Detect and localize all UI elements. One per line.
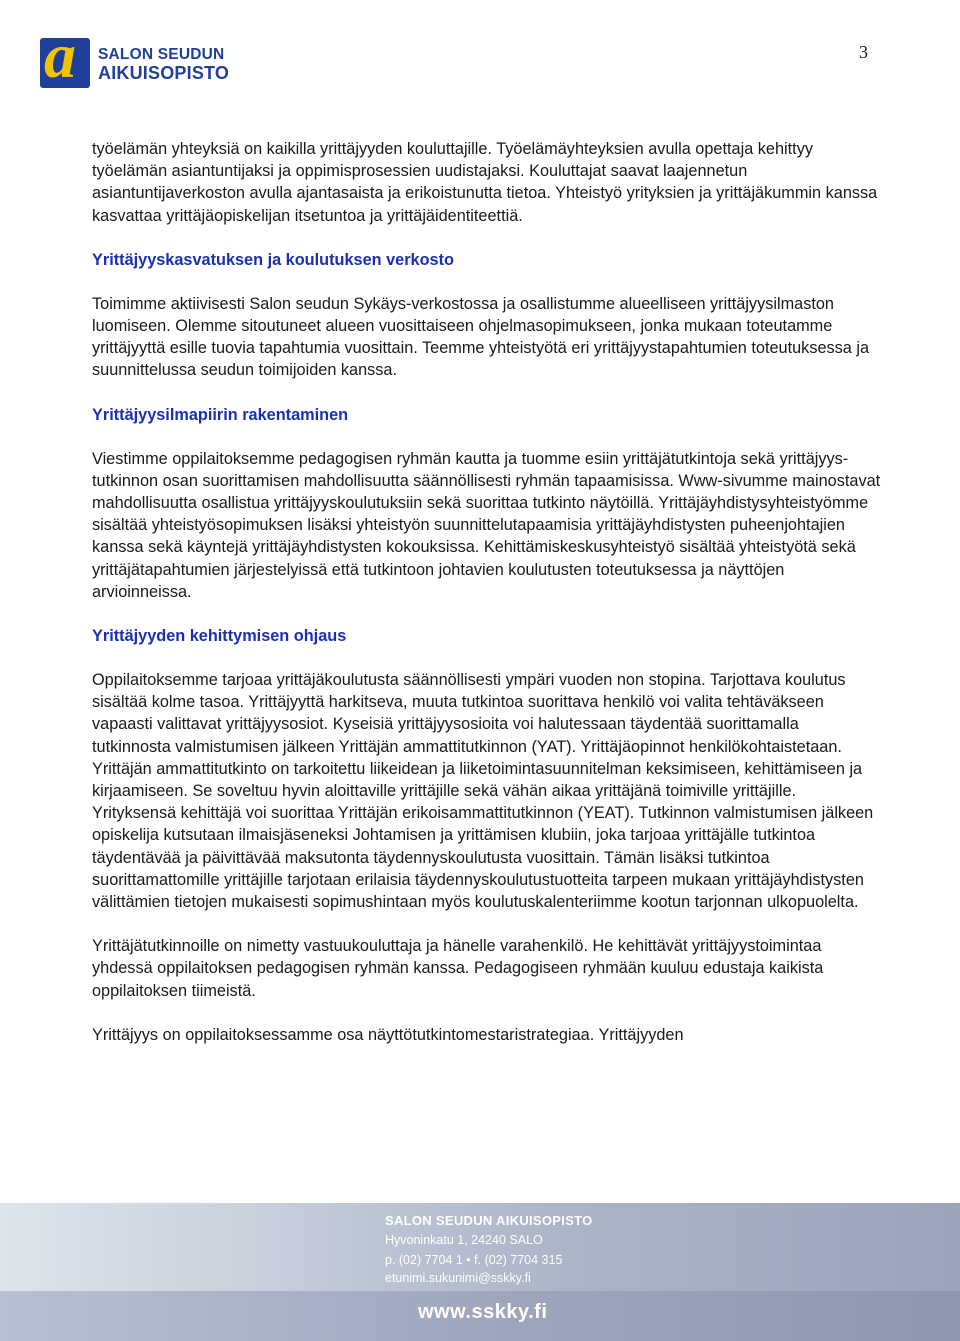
- section-heading-atmosphere: Yrittäjyysilmapiirin rakentaminen: [92, 405, 349, 424]
- logo-mark-letter: a: [44, 20, 76, 91]
- section-paragraph-atmosphere: Viestimme oppilaitoksemme pedagogisen ryhmän kautta ja tuomme esiin yrittäjätutkintoja sekä yrittäjyys-tutkinnon osan suorittamisen mahdollisuutta säännöllisesti ryhmän tapaamisissa. Www-sivumme mainostavat mahdollisuutta osallistua yrittäjyyskoulutuksiin sekä suorittaa tutkinto näytöillä. Yrittäjäyhdistysyhteistyömme sisältää yhteistyösopimuksen lisäksi yhteistyön suunnittelutapaamisia yrittäjäyhdistysten puheenjohtajien kanssa sekä käyntejä yrittäjäyhdistysten kokouksissa. Kehittämiskeskusyhteistyö sisältää yhteistyötä sekä yrittäjätapahtumien järjestelyissä että tutkintoon johtavien koulutusten toteutuksessa ja näyttöjen arvioinneissa.: [92, 449, 881, 601]
- section-paragraph-guidance: Oppilaitoksemme tarjoaa yrittäjäkoulutusta säännöllisesti ympäri vuoden non stopina. Tarjottava koulutus sisältää kolme tasoa. Yrittäjyyttä harkitseva, muuta tutkintoa suorittava henkilö voi valita tehtäväkseen vapaasti valittavat yrittäjyysosiot. Kyseisiä yrittäjyysosioita voi halutessaan täydentää suorittamalla tutkinnosta valmistumisen jälkeen Yrittäjän ammattitutkinnon (YAT). Yrittäjäopinnot henkilökohtaistetaan. Yrittäjän ammattitutkinto on tarkoitettu liikeidean ja liiketoimintasuunnitelman keksimiseen, kehittämiseen ja kirjaamiseen. Se soveltuu hyvin aloittaville yrittäjille sekä vähän aikaa yrittäjänä toimiville yrittäjille. Yrityksensä kehittäjä voi suorittaa Yrittäjän erikoisammattitutkinnon (YEAT). Tutkinnon valmistumisen jälkeen opiskelija kutsutaan ilmaisjäseneksi Johtamisen ja yrittämisen klubiin, joka tarjoaa yrittäjälle tutkintoa täydentävää ja päivittävää maksutonta täydennyskoulutusta vuosittain. Tämän lisäksi tutkintoa suorittamattomille yrittäjille tarjotaan erilaisia täydennyskoulutustuotteita tarpeen mukaan yrittäjäyhdistysten välittämien tietojen mukaisesti sopimushintaan myös koulutuskalenteriimme kootun tarjonnan ulkopuolelta.: [92, 671, 874, 912]
- paragraph-tutors: Yrittäjätutkinnoille on nimetty vastuukouluttaja ja hänelle varahenkilö. He kehittävät yrittäjyystoimintaa yhdessä oppilaitoksen pedagogisen ryhmän kanssa. Pedagogiseen ryhmään kuuluu edustaja kaikista oppilaitoksen tiimeistä.: [92, 937, 824, 1000]
- page-footer: [0, 1203, 960, 1341]
- paragraph-strategy: Yrittäjyys on oppilaitoksessamme osa näyttötutkintomestaristrategiaa. Yrittäjyyden: [92, 1025, 684, 1044]
- footer-address: Hyvoninkatu 1, 24240 SALO: [385, 1233, 543, 1247]
- logo-text-line2: AIKUISOPISTO: [98, 63, 230, 83]
- page-number: 3: [859, 42, 868, 62]
- section-heading-network: Yrittäjyyskasvatuksen ja koulutuksen verkosto: [92, 250, 454, 269]
- footer-email: etunimi.sukunimi@sskky.fi: [385, 1271, 531, 1285]
- footer-org-name: SALON SEUDUN AIKUISOPISTO: [385, 1213, 593, 1228]
- logo-a-icon: [40, 20, 90, 91]
- organization-logo: [40, 20, 255, 92]
- footer-phone: p. (02) 7704 1 • f. (02) 7704 315: [385, 1253, 563, 1267]
- section-heading-guidance: Yrittäjyyden kehittymisen ohjaus: [92, 627, 347, 646]
- document-body: [92, 138, 882, 1046]
- footer-website: www.sskky.fi: [418, 1301, 548, 1323]
- section-paragraph-network: Toimimme aktiivisesti Salon seudun Sykäys-verkostossa ja osallistumme alueelliseen yrittäjyysilmaston luomiseen. Olemme sitoutuneet alueen vuosittaiseen ohjelmasopimukseen, jonka mukaan toteutamme yrittäjyyttä esille tuovia tapahtumia vuosittain. Teemme yhteistyötä eri yrittäjyystapahtumien toteutuksessa ja suunnittelussa seudun toimijoiden kanssa.: [92, 294, 870, 380]
- intro-paragraph: työelämän yhteyksiä on kaikilla yrittäjyyden kouluttajille. Työelämäyhteyksien avulla opettaja kehittyy työelämän asiantuntijaksi ja oppimisprosessien uudistajaksi. Kouluttajat saavat laajennetun asiantuntijaverkoston avulla ajantasaista ja erikoistunutta tietoa. Yhteistyö yrityksien ja yrittäjäkummin kanssa kasvattaa yrittäjäopiskelijan itsetuntoa ja yrittäjäidentiteettiä.: [92, 140, 878, 225]
- logo-text-line1: SALON SEUDUN: [98, 46, 225, 63]
